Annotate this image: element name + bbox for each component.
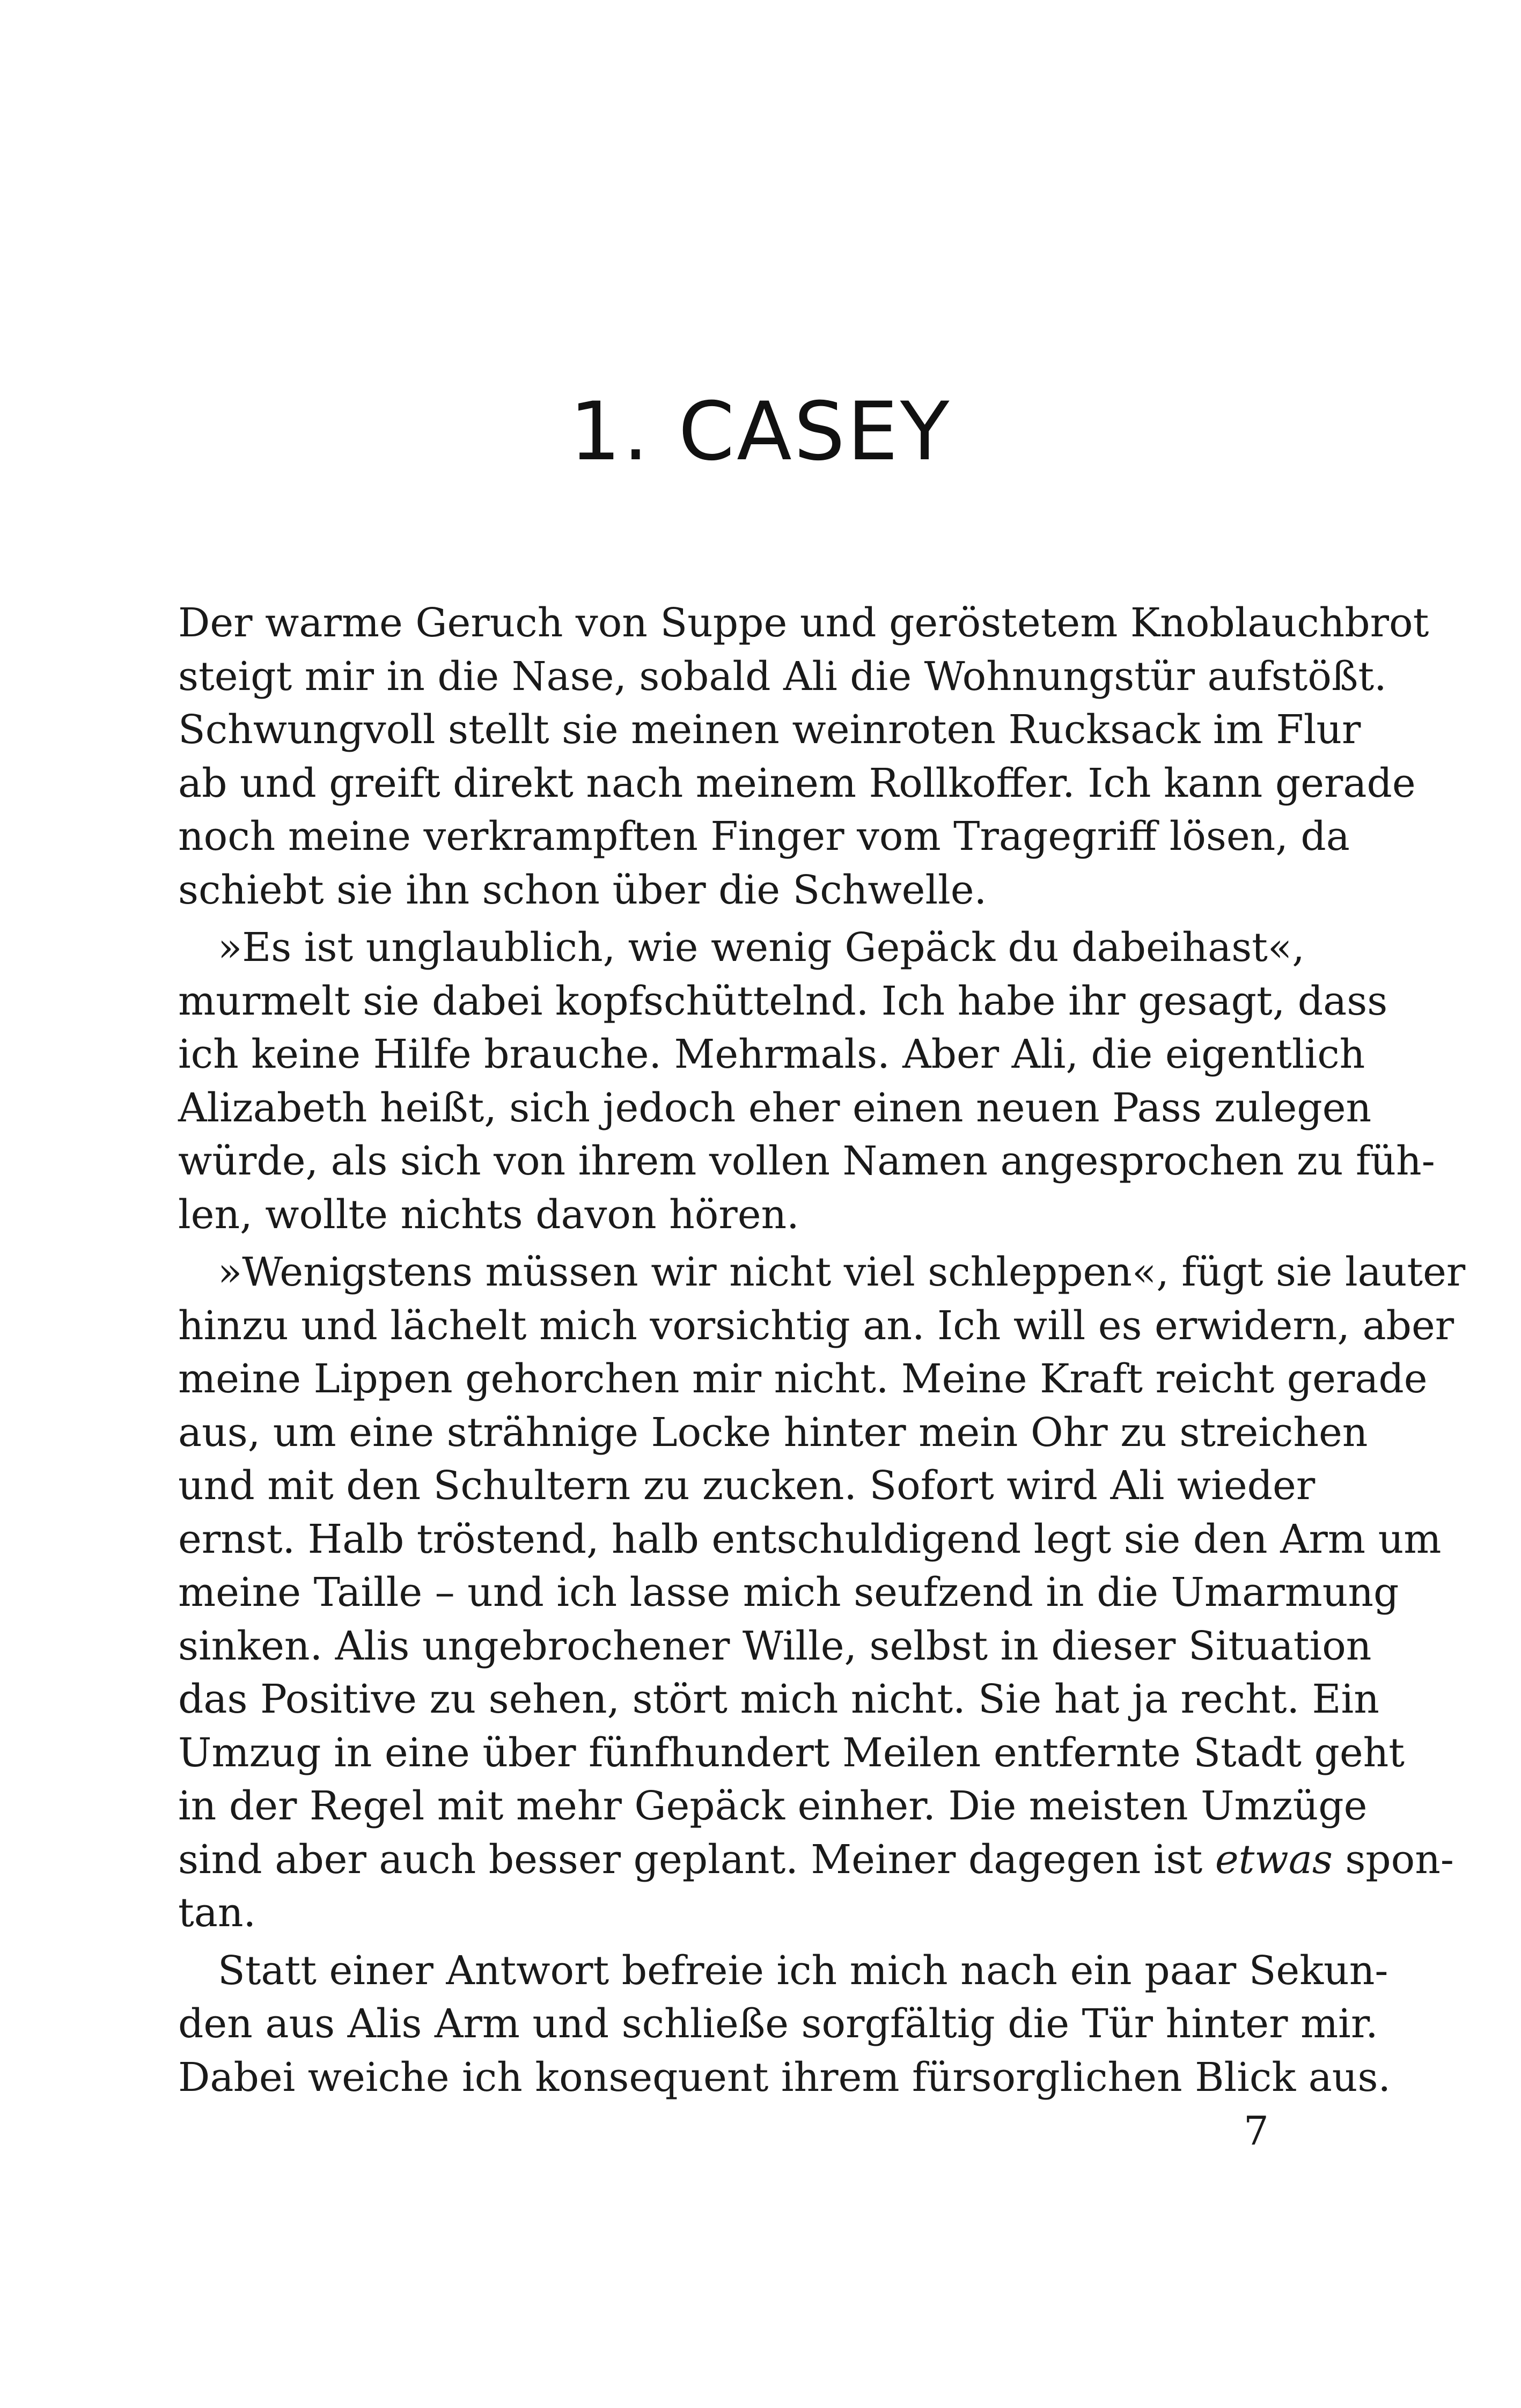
text-line: und mit den Schultern zu zucken. Sofort wird Ali wieder bbox=[178, 1463, 1316, 1509]
text-line: würde, als sich von ihrem vollen Namen angesprochen zu füh- bbox=[178, 1138, 1435, 1184]
paragraph bbox=[178, 1246, 1466, 1940]
text-line: »Es ist unglaublich, wie wenig Gepäck du dabeihast«, bbox=[218, 924, 1305, 971]
paragraph bbox=[178, 921, 1435, 1242]
page-number: 7 bbox=[1243, 2108, 1269, 2154]
text-line: tan. bbox=[178, 1890, 256, 1936]
text-line: len, wollte nichts davon hören. bbox=[178, 1191, 799, 1238]
text-line: Statt einer Antwort befreie ich mich nach ein paar Sekun- bbox=[218, 1947, 1388, 1994]
text-segment: sind aber auch besser geplant. Meiner dagegen ist bbox=[178, 1836, 1215, 1883]
text-line: meine Lippen gehorchen mir nicht. Meine Kraft reicht gerade bbox=[178, 1356, 1428, 1402]
text-line: meine Taille – und ich lasse mich seufzend in die Umarmung bbox=[178, 1569, 1399, 1616]
text-line-with-emphasis bbox=[178, 1833, 1454, 1887]
chapter-title: 1. CASEY bbox=[569, 385, 952, 479]
text-line: Schwungvoll stellt sie meinen weinroten Rucksack im Flur bbox=[178, 707, 1361, 753]
text-line: in der Regel mit mehr Gepäck einher. Die meisten Umzüge bbox=[178, 1783, 1368, 1829]
body-text bbox=[178, 597, 1466, 2104]
text-line: Dabei weiche ich konsequent ihrem fürsorglichen Blick aus. bbox=[178, 2054, 1391, 2101]
text-line: ernst. Halb tröstend, halb entschuldigend legt sie den Arm um bbox=[178, 1516, 1442, 1562]
text-line: noch meine verkrampften Finger vom Tragegriff lösen, da bbox=[178, 813, 1350, 860]
emphasis-text: etwas bbox=[1215, 1836, 1333, 1883]
text-line: ab und greift direkt nach meinem Rollkoffer. Ich kann gerade bbox=[178, 760, 1416, 806]
text-line: sinken. Alis ungebrochener Wille, selbst in dieser Situation bbox=[178, 1623, 1372, 1669]
text-line: Der warme Geruch von Suppe und geröstetem Knoblauchbrot bbox=[178, 600, 1429, 646]
text-line: aus, um eine strähnige Locke hinter mein Ohr zu streichen bbox=[178, 1409, 1368, 1456]
text-line: Umzug in eine über fünfhundert Meilen entfernte Stadt geht bbox=[178, 1729, 1405, 1776]
paragraph bbox=[178, 1944, 1391, 2105]
text-segment: spon- bbox=[1332, 1836, 1454, 1883]
paragraph bbox=[178, 597, 1429, 917]
text-line: Alizabeth heißt, sich jedoch eher einen neuen Pass zulegen bbox=[178, 1084, 1372, 1131]
text-line: schiebt sie ihn schon über die Schwelle. bbox=[178, 867, 987, 913]
text-line: »Wenigstens müssen wir nicht viel schleppen«, fügt sie lauter bbox=[218, 1249, 1466, 1295]
text-line: murmelt sie dabei kopfschüttelnd. Ich habe ihr gesagt, dass bbox=[178, 978, 1388, 1024]
text-line: den aus Alis Arm und schließe sorgfältig die Tür hinter mir. bbox=[178, 2001, 1378, 2047]
text-line: hinzu und lächelt mich vorsichtig an. Ich will es erwidern, aber bbox=[178, 1302, 1454, 1349]
text-line: steigt mir in die Nase, sobald Ali die Wohnungstür aufstößt. bbox=[178, 653, 1387, 700]
text-line: ich keine Hilfe brauche. Mehrmals. Aber Ali, die eigentlich bbox=[178, 1031, 1365, 1077]
text-line: das Positive zu sehen, stört mich nicht. Sie hat ja recht. Ein bbox=[178, 1676, 1379, 1722]
